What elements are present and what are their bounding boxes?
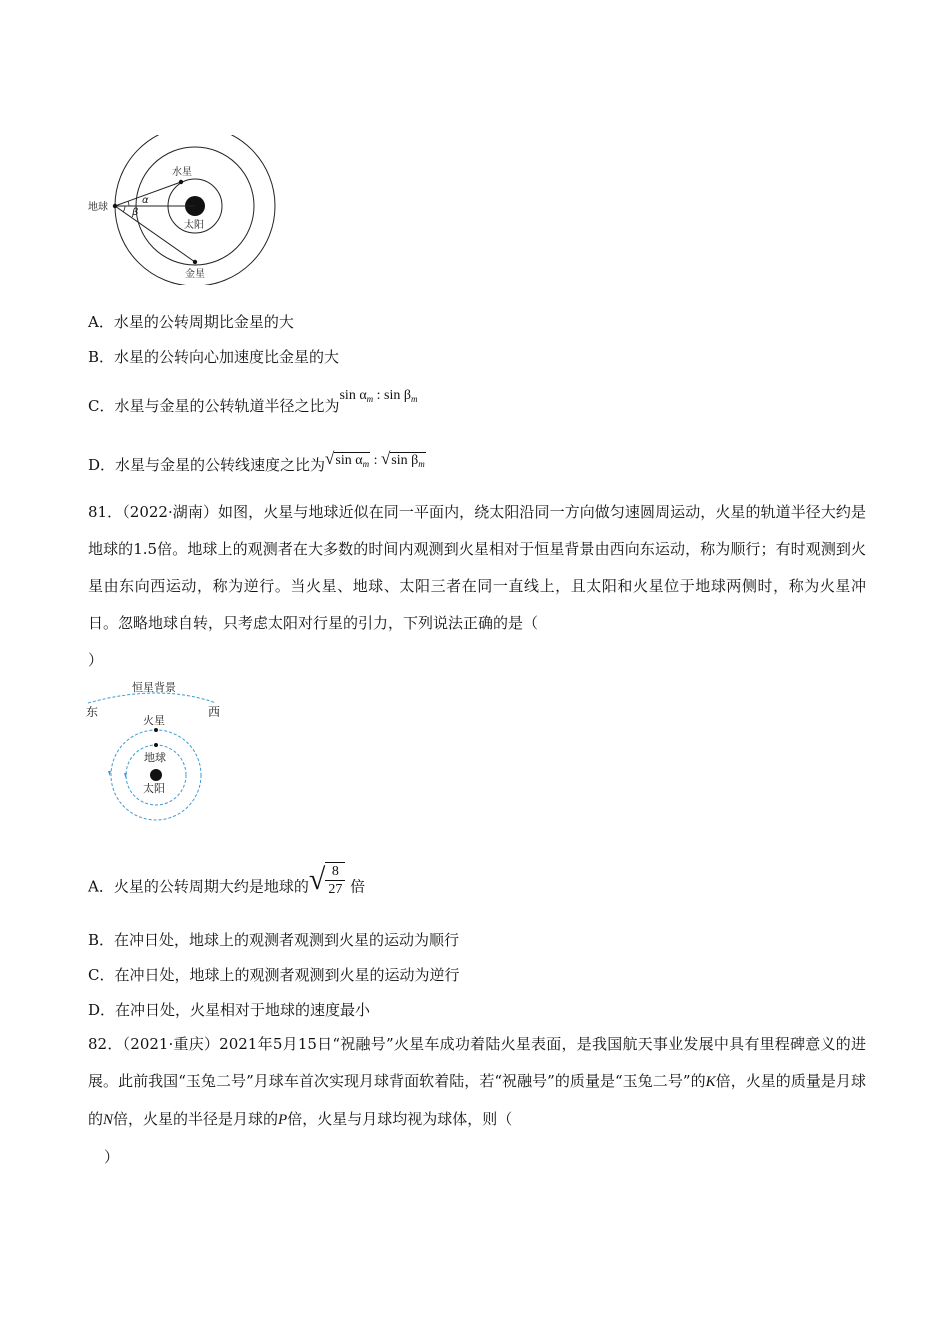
sqrt-sign-2: √: [380, 449, 391, 468]
d-sub-beta: m: [418, 459, 425, 469]
d-sub-alpha: m: [362, 459, 370, 469]
q82-part3: 倍，火星的半径是月球的: [113, 1110, 279, 1128]
fraction-denominator: 27: [328, 882, 343, 897]
q82-var-p: P: [278, 1112, 288, 1128]
fraction-numerator: 8: [325, 863, 345, 881]
label-alpha: α: [142, 195, 149, 206]
q81-stem-close: ）: [88, 651, 104, 669]
label-east: 东: [86, 705, 99, 719]
q81-option-a-tail: 倍: [345, 877, 366, 896]
c-sin-alpha: sin α: [339, 388, 367, 403]
earth-dot: [113, 204, 117, 208]
mercury-dot: [179, 180, 183, 184]
q82-stem: [88, 1026, 866, 1176]
q81-option-a: [88, 863, 366, 906]
c-sub-beta: m: [411, 394, 418, 404]
q82-part4: 倍，火星与月球均视为球体，则（: [287, 1110, 513, 1128]
q80-option-d: [88, 449, 426, 480]
line-earth-venus: [115, 206, 195, 262]
d-sin-beta: sin β: [391, 453, 419, 468]
q81-option-d: D．在冲日处，火星相对于地球的速度最小: [88, 1001, 371, 1019]
mars-dot: [154, 728, 158, 732]
q81-option-a-text: A．火星的公转周期大约是地球的: [88, 877, 309, 896]
q80-option-d-text: D．水星与金星的公转线速度之比为: [88, 456, 326, 474]
q81-option-a-root: [309, 862, 345, 898]
q80-option-c-ratio: [339, 388, 417, 403]
c-sub-alpha: m: [366, 394, 374, 404]
star-background-arc: [88, 693, 216, 703]
radicand-2: [390, 452, 425, 468]
label-west: 西: [208, 705, 221, 719]
sqrt-sign-1: √: [325, 449, 335, 468]
label-star-background: 恒星背景: [132, 681, 176, 694]
orbit-figure-2: [80, 675, 240, 830]
q82-part2: 倍，火星的质量是月球的: [88, 1072, 866, 1128]
label-mars: 火星: [143, 714, 165, 727]
orbit-figure-1: [80, 135, 290, 285]
label-sun-2: 太阳: [143, 782, 165, 795]
label-mercury: 水星: [172, 167, 192, 178]
angle-arc-beta: [123, 206, 125, 212]
q80-option-a: A．水星的公转周期比金星的大: [88, 313, 294, 331]
fraction-8-27: [325, 862, 345, 898]
q81-option-b: B．在冲日处，地球上的观测者观测到火星的运动为顺行: [88, 931, 460, 949]
q82-part1: 82．（2021·重庆）2021年5月15日“祝融号”火星车成功着陆火星表面，是我国航天事业发展中具有里程碑意义的进展。此前我国“玉兔二号”月球车首次实现月球背面软着陆，若“祝融号”的质量是“玉兔二号”的: [88, 1035, 866, 1090]
label-beta: β: [132, 207, 139, 218]
venus-dot: [193, 260, 197, 264]
sqrt-sign-3: √: [308, 863, 326, 896]
q81-stem: [88, 494, 866, 679]
q81-option-c: C．在冲日处，地球上的观测者观测到火星的运动为逆行: [88, 966, 460, 984]
radicand-1: [334, 452, 370, 468]
q82-var-k: K: [705, 1074, 716, 1090]
d-sep: :: [370, 453, 381, 468]
q80-option-c-text: C．水星与金星的公转轨道半径之比为: [88, 397, 340, 415]
q81-stem-text: 81．（2022·湖南）如图，火星与地球近似在同一平面内，绕太阳沿同一方向做匀速圆周运动，火星的轨道半径大约是地球的1.5倍。地球上的观测者在大多数的时间内观测到火星相对于恒星背景由西向东运动，称为顺行；有时观测到火星由东向西运动，称为逆行。当火星、地球、太阳三者在同一直线上，且太阳和火星位于地球两侧时，称为火星冲日。忽略地球自转，只考虑太阳对行星的引力，下列说法正确的是（: [88, 503, 866, 632]
label-earth: 地球: [88, 202, 108, 213]
label-earth-2: 地球: [144, 751, 166, 764]
d-sin-alpha: sin α: [335, 453, 363, 468]
sun-disc-2: [150, 769, 162, 781]
c-sep: : sin β: [373, 388, 412, 403]
label-sun: 太阳: [184, 220, 204, 231]
q80-option-b: B．水星的公转向心加速度比金星的大: [88, 348, 340, 366]
angle-arc-alpha: [128, 201, 129, 206]
earth-dot-2: [154, 743, 158, 747]
q82-close: ）: [104, 1148, 120, 1166]
label-venus: 金星: [185, 269, 205, 280]
q82-var-n: N: [103, 1112, 114, 1128]
q80-option-d-ratio: [325, 449, 426, 469]
